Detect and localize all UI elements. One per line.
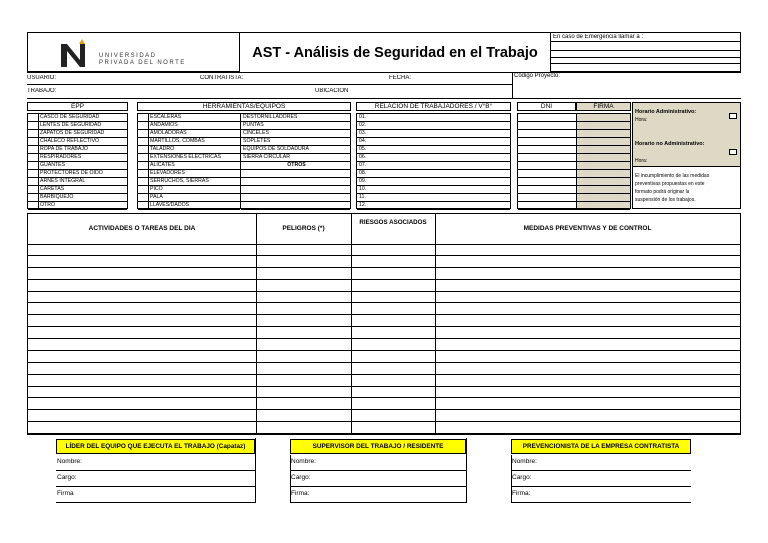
activity-cell[interactable] (435, 327, 740, 339)
codigo-proyecto-field[interactable]: Código Proyecto: (514, 73, 561, 79)
firma-cell[interactable] (577, 202, 630, 210)
supervisor-nombre[interactable]: Nombre: (290, 455, 466, 471)
activity-cell[interactable] (256, 363, 351, 375)
worker-row[interactable]: 11. (357, 194, 510, 202)
activity-cell[interactable] (28, 280, 256, 292)
epp-item[interactable]: CARETAS (38, 186, 127, 194)
tool-other-blank[interactable] (241, 186, 350, 194)
tool-item[interactable]: ANDAMIOS (148, 122, 240, 130)
activity-cell[interactable] (435, 268, 740, 280)
activity-cell[interactable] (351, 268, 435, 280)
firma-cell[interactable] (577, 170, 630, 178)
signature-block-leader (27, 438, 255, 502)
tool-other-blank[interactable] (241, 170, 350, 178)
signature-block-prevencionista (511, 438, 691, 502)
dni-cell[interactable] (518, 154, 577, 162)
tool-item[interactable]: ESCALERAS (148, 114, 240, 122)
tool-item[interactable]: EQUIPOS DE SOLDADURA (241, 146, 350, 154)
activity-cell[interactable] (435, 398, 740, 410)
activity-cell[interactable] (435, 256, 740, 268)
emergency-label: En caso de Emergencia llamar a : (553, 34, 644, 40)
admin-schedule-checkbox[interactable] (729, 113, 737, 119)
note-line-1: El incumplimiento de las medidas (635, 173, 710, 179)
tool-other-blank[interactable] (241, 202, 350, 210)
activity-cell[interactable] (351, 256, 435, 268)
firma-cell[interactable] (577, 122, 630, 130)
hora-label-1: Hora: (635, 117, 648, 123)
epp-checkbox[interactable] (28, 186, 38, 194)
tool-checkbox[interactable] (138, 202, 148, 210)
activity-cell[interactable] (256, 410, 351, 422)
epp-title: EPP (27, 102, 128, 111)
note-line-4: suspensión de los trabajos. (635, 197, 696, 203)
epp-checkbox[interactable] (28, 138, 38, 146)
activities-table (27, 213, 741, 435)
tool-checkbox[interactable] (138, 114, 148, 122)
hazards-column-header: PELIGROS (*) (282, 225, 325, 232)
activity-cell[interactable] (256, 303, 351, 315)
tool-item[interactable]: SOPLETES (241, 138, 350, 146)
leader-nombre[interactable]: Nombre: (56, 455, 255, 471)
tool-item[interactable]: CINCELES (241, 130, 350, 138)
risks-column-header: RIESGOS ASOCIADOS (359, 219, 427, 226)
activity-cell[interactable] (256, 244, 351, 256)
activity-cell[interactable] (256, 398, 351, 410)
page-title: AST - Análisis de Seguridad en el Trabajo (240, 32, 550, 72)
activity-cell[interactable] (435, 244, 740, 256)
emergency-box (550, 32, 741, 72)
activity-cell[interactable] (351, 327, 435, 339)
activity-cell[interactable] (256, 339, 351, 351)
tool-checkbox[interactable] (138, 146, 148, 154)
epp-item[interactable]: CHALECO REFLECTIVO (38, 138, 127, 146)
dni-cell[interactable] (518, 178, 577, 186)
firma-cell[interactable] (577, 114, 630, 122)
epp-item[interactable]: LENTES DE SEGURIDAD (38, 122, 127, 130)
tool-other-blank[interactable] (241, 194, 350, 202)
firma-cell[interactable] (577, 178, 630, 186)
activity-cell[interactable] (351, 375, 435, 387)
tool-item[interactable]: AMOLADORAS (148, 130, 240, 138)
activity-cell[interactable] (435, 387, 740, 399)
measures-column-header: MEDIDAS PREVENTIVAS Y DE CONTROL (523, 225, 652, 232)
activity-cell[interactable] (256, 351, 351, 363)
epp-item[interactable]: ARNES INTEGRAL (38, 178, 127, 186)
dni-cell[interactable] (518, 114, 577, 122)
admin-schedule-label: Horario Administrativo: (635, 109, 697, 115)
dni-cell[interactable] (518, 186, 577, 194)
activity-cell[interactable] (435, 315, 740, 327)
epp-checkbox[interactable] (28, 170, 38, 178)
dni-cell[interactable] (518, 170, 577, 178)
tool-checkbox[interactable] (138, 170, 148, 178)
activity-cell[interactable] (28, 410, 256, 422)
tool-item[interactable]: ALICATES (148, 162, 240, 170)
activity-cell[interactable] (435, 351, 740, 363)
activity-cell[interactable] (28, 422, 256, 434)
tools-list (137, 113, 351, 209)
activity-cell[interactable] (351, 363, 435, 375)
activity-cell[interactable] (435, 280, 740, 292)
activity-cell[interactable] (351, 410, 435, 422)
note-line-3: formato podrá originar la (635, 189, 690, 195)
dni-cell[interactable] (518, 162, 577, 170)
logo-line2: PRIVADA DEL NORTE (99, 60, 186, 66)
worker-row[interactable]: 03. (357, 130, 510, 138)
activity-cell[interactable] (28, 315, 256, 327)
epp-item[interactable]: BARBIQUEJO (38, 194, 127, 202)
tool-item[interactable]: LLAVES/DADOS (148, 202, 240, 210)
dni-firma-grid (517, 113, 631, 209)
tool-checkbox[interactable] (138, 154, 148, 162)
dni-cell[interactable] (518, 202, 577, 210)
activity-cell[interactable] (435, 375, 740, 387)
schedule-box (632, 102, 741, 209)
firma-cell[interactable] (577, 138, 630, 146)
epp-checkbox[interactable] (28, 202, 38, 210)
worker-row[interactable]: 02. (357, 122, 510, 130)
non-admin-schedule-label: Horario no Administrativo: (635, 141, 705, 147)
activity-cell[interactable] (351, 339, 435, 351)
activity-cell[interactable] (28, 375, 256, 387)
dni-cell[interactable] (518, 138, 577, 146)
activity-cell[interactable] (351, 351, 435, 363)
tool-checkbox[interactable] (138, 130, 148, 138)
activity-cell[interactable] (28, 339, 256, 351)
activity-cell[interactable] (28, 244, 256, 256)
activity-cell[interactable] (256, 268, 351, 280)
activity-cell[interactable] (256, 315, 351, 327)
worker-row[interactable]: 12. (357, 202, 510, 210)
activity-cell[interactable] (28, 256, 256, 268)
activity-cell[interactable] (28, 327, 256, 339)
worker-row[interactable]: 07. (357, 162, 510, 170)
tool-other-blank[interactable] (241, 178, 350, 186)
tool-checkbox[interactable] (138, 178, 148, 186)
dni-cell[interactable] (518, 146, 577, 154)
university-logo-icon (58, 38, 94, 68)
epp-list (27, 113, 128, 209)
activity-cell[interactable] (256, 256, 351, 268)
firma-cell[interactable] (577, 130, 630, 138)
activity-cell[interactable] (435, 303, 740, 315)
epp-item[interactable]: RESPIRADORES (38, 154, 127, 162)
firma-cell[interactable] (577, 146, 630, 154)
dni-cell[interactable] (518, 130, 577, 138)
activity-cell[interactable] (435, 363, 740, 375)
activity-cell[interactable] (351, 422, 435, 434)
activity-cell[interactable] (351, 244, 435, 256)
dni-cell[interactable] (518, 122, 577, 130)
epp-checkbox[interactable] (28, 194, 38, 202)
activity-cell[interactable] (256, 280, 351, 292)
tool-item[interactable]: PALA (148, 194, 240, 202)
supervisor-cargo[interactable]: Cargo: (290, 471, 466, 487)
activity-cell[interactable] (256, 387, 351, 399)
leader-title: LÍDER DEL EQUIPO QUE EJECUTA EL TRABAJO (Capataz) (56, 439, 255, 454)
activity-cell[interactable] (435, 339, 740, 351)
tool-item[interactable]: DESTORNILLADORES (241, 114, 350, 122)
supervisor-firma[interactable]: Firma: (290, 487, 466, 503)
prevencionista-cargo[interactable]: Cargo: (511, 471, 691, 487)
tool-item[interactable]: TALADRO (148, 146, 240, 154)
worker-row[interactable]: 06. (357, 154, 510, 162)
activity-cell[interactable] (256, 292, 351, 304)
worker-row[interactable]: 04. (357, 138, 510, 146)
epp-checkbox[interactable] (28, 146, 38, 154)
hora-label-2: Hora: (635, 158, 648, 164)
activity-cell[interactable] (28, 292, 256, 304)
activity-cell[interactable] (28, 387, 256, 399)
activity-cell[interactable] (435, 292, 740, 304)
activity-cell[interactable] (256, 327, 351, 339)
tool-item[interactable]: EXTENSIONES ELECTRICAS (148, 154, 240, 162)
activity-cell[interactable] (435, 422, 740, 434)
tools-otros-label: OTROS (241, 162, 350, 170)
leader-firma[interactable]: Firma (56, 487, 255, 503)
logo-box (27, 32, 240, 72)
non-admin-schedule-checkbox[interactable] (729, 149, 737, 155)
tool-item[interactable]: PUNTAS (241, 122, 350, 130)
tasks-column-header: ACTIVIDADES O TAREAS DEL DÍA (88, 225, 196, 232)
tool-item[interactable]: PICO (148, 186, 240, 194)
usuario-field[interactable]: USUARIO: (27, 75, 57, 81)
tool-item[interactable]: SIERRA CIRCULAR (241, 154, 350, 162)
activity-cell[interactable] (435, 410, 740, 422)
tools-title: HERRAMIENTAS/EQUIPOS (137, 102, 351, 111)
worker-row[interactable]: 08. (357, 170, 510, 178)
logo-line1: UNIVERSIDAD (99, 53, 157, 59)
activity-cell[interactable] (351, 387, 435, 399)
worker-row[interactable]: 09. (357, 178, 510, 186)
epp-checkbox[interactable] (28, 130, 38, 138)
activity-cell[interactable] (28, 363, 256, 375)
activity-cell[interactable] (256, 422, 351, 434)
activity-cell[interactable] (351, 303, 435, 315)
epp-checkbox[interactable] (28, 114, 38, 122)
activity-cell[interactable] (351, 398, 435, 410)
epp-item[interactable]: OTRO (38, 202, 127, 210)
dni-header: DNI (517, 102, 576, 111)
supervisor-title: SUPERVISOR DEL TRABAJO / RESIDENTE (290, 439, 466, 454)
epp-checkbox[interactable] (28, 162, 38, 170)
prevencionista-title: PREVENCIONISTA DE LA EMPRESA CONTRATISTA (511, 439, 691, 454)
prevencionista-nombre[interactable]: Nombre: (511, 455, 691, 471)
note-line-2: preventivas propuestas en este (635, 181, 705, 187)
activity-cell[interactable] (351, 280, 435, 292)
activity-cell[interactable] (351, 315, 435, 327)
worker-row[interactable]: 10. (357, 186, 510, 194)
epp-item[interactable]: CASCO DE SEGURIDAD (38, 114, 127, 122)
contratista-field[interactable]: CONTRATISTA: (200, 75, 244, 81)
firma-cell[interactable] (577, 154, 630, 162)
activity-cell[interactable] (28, 351, 256, 363)
tool-checkbox[interactable] (138, 194, 148, 202)
activity-cell[interactable] (256, 375, 351, 387)
leader-cargo[interactable]: Cargo: (56, 471, 255, 487)
epp-item[interactable]: ROPA DE TRABAJO (38, 146, 127, 154)
signature-block-supervisor (290, 438, 466, 502)
worker-row[interactable]: 01. (357, 114, 510, 122)
firma-cell[interactable] (577, 194, 630, 202)
tool-checkbox[interactable] (138, 186, 148, 194)
tool-item[interactable]: ELEVADORES (148, 170, 240, 178)
firma-cell[interactable] (577, 186, 630, 194)
activity-cell[interactable] (351, 292, 435, 304)
workers-list (356, 113, 511, 209)
firma-header: FIRMA (576, 102, 631, 111)
activity-cell[interactable] (28, 268, 256, 280)
activity-cell[interactable] (28, 303, 256, 315)
tool-checkbox[interactable] (138, 162, 148, 170)
worker-row[interactable]: 05. (357, 146, 510, 154)
epp-checkbox[interactable] (28, 154, 38, 162)
trabajo-field[interactable]: TRABAJO: (27, 88, 57, 94)
tool-checkbox[interactable] (138, 122, 148, 130)
epp-item[interactable]: GUANTES (38, 162, 127, 170)
workers-title: RELACION DE TRABAJADORES / V°B° (356, 102, 511, 111)
epp-item[interactable]: ZAPATOS DE SEGURIDAD (38, 130, 127, 138)
firma-cell[interactable] (577, 162, 630, 170)
tool-item[interactable]: MARTILLOS, COMBAS (148, 138, 240, 146)
dni-cell[interactable] (518, 194, 577, 202)
tool-item[interactable]: SERRUCHOS, SIERRAS (148, 178, 240, 186)
tool-checkbox[interactable] (138, 138, 148, 146)
activity-cell[interactable] (28, 398, 256, 410)
info-rows (27, 72, 741, 100)
fecha-field[interactable]: FECHA: (389, 75, 412, 81)
epp-checkbox[interactable] (28, 122, 38, 130)
epp-checkbox[interactable] (28, 178, 38, 186)
prevencionista-firma[interactable]: Firma: (511, 487, 691, 503)
ubicacion-field[interactable]: UBICACIÓN (315, 88, 349, 94)
epp-item[interactable]: PROTECTORES DE OIDO (38, 170, 127, 178)
